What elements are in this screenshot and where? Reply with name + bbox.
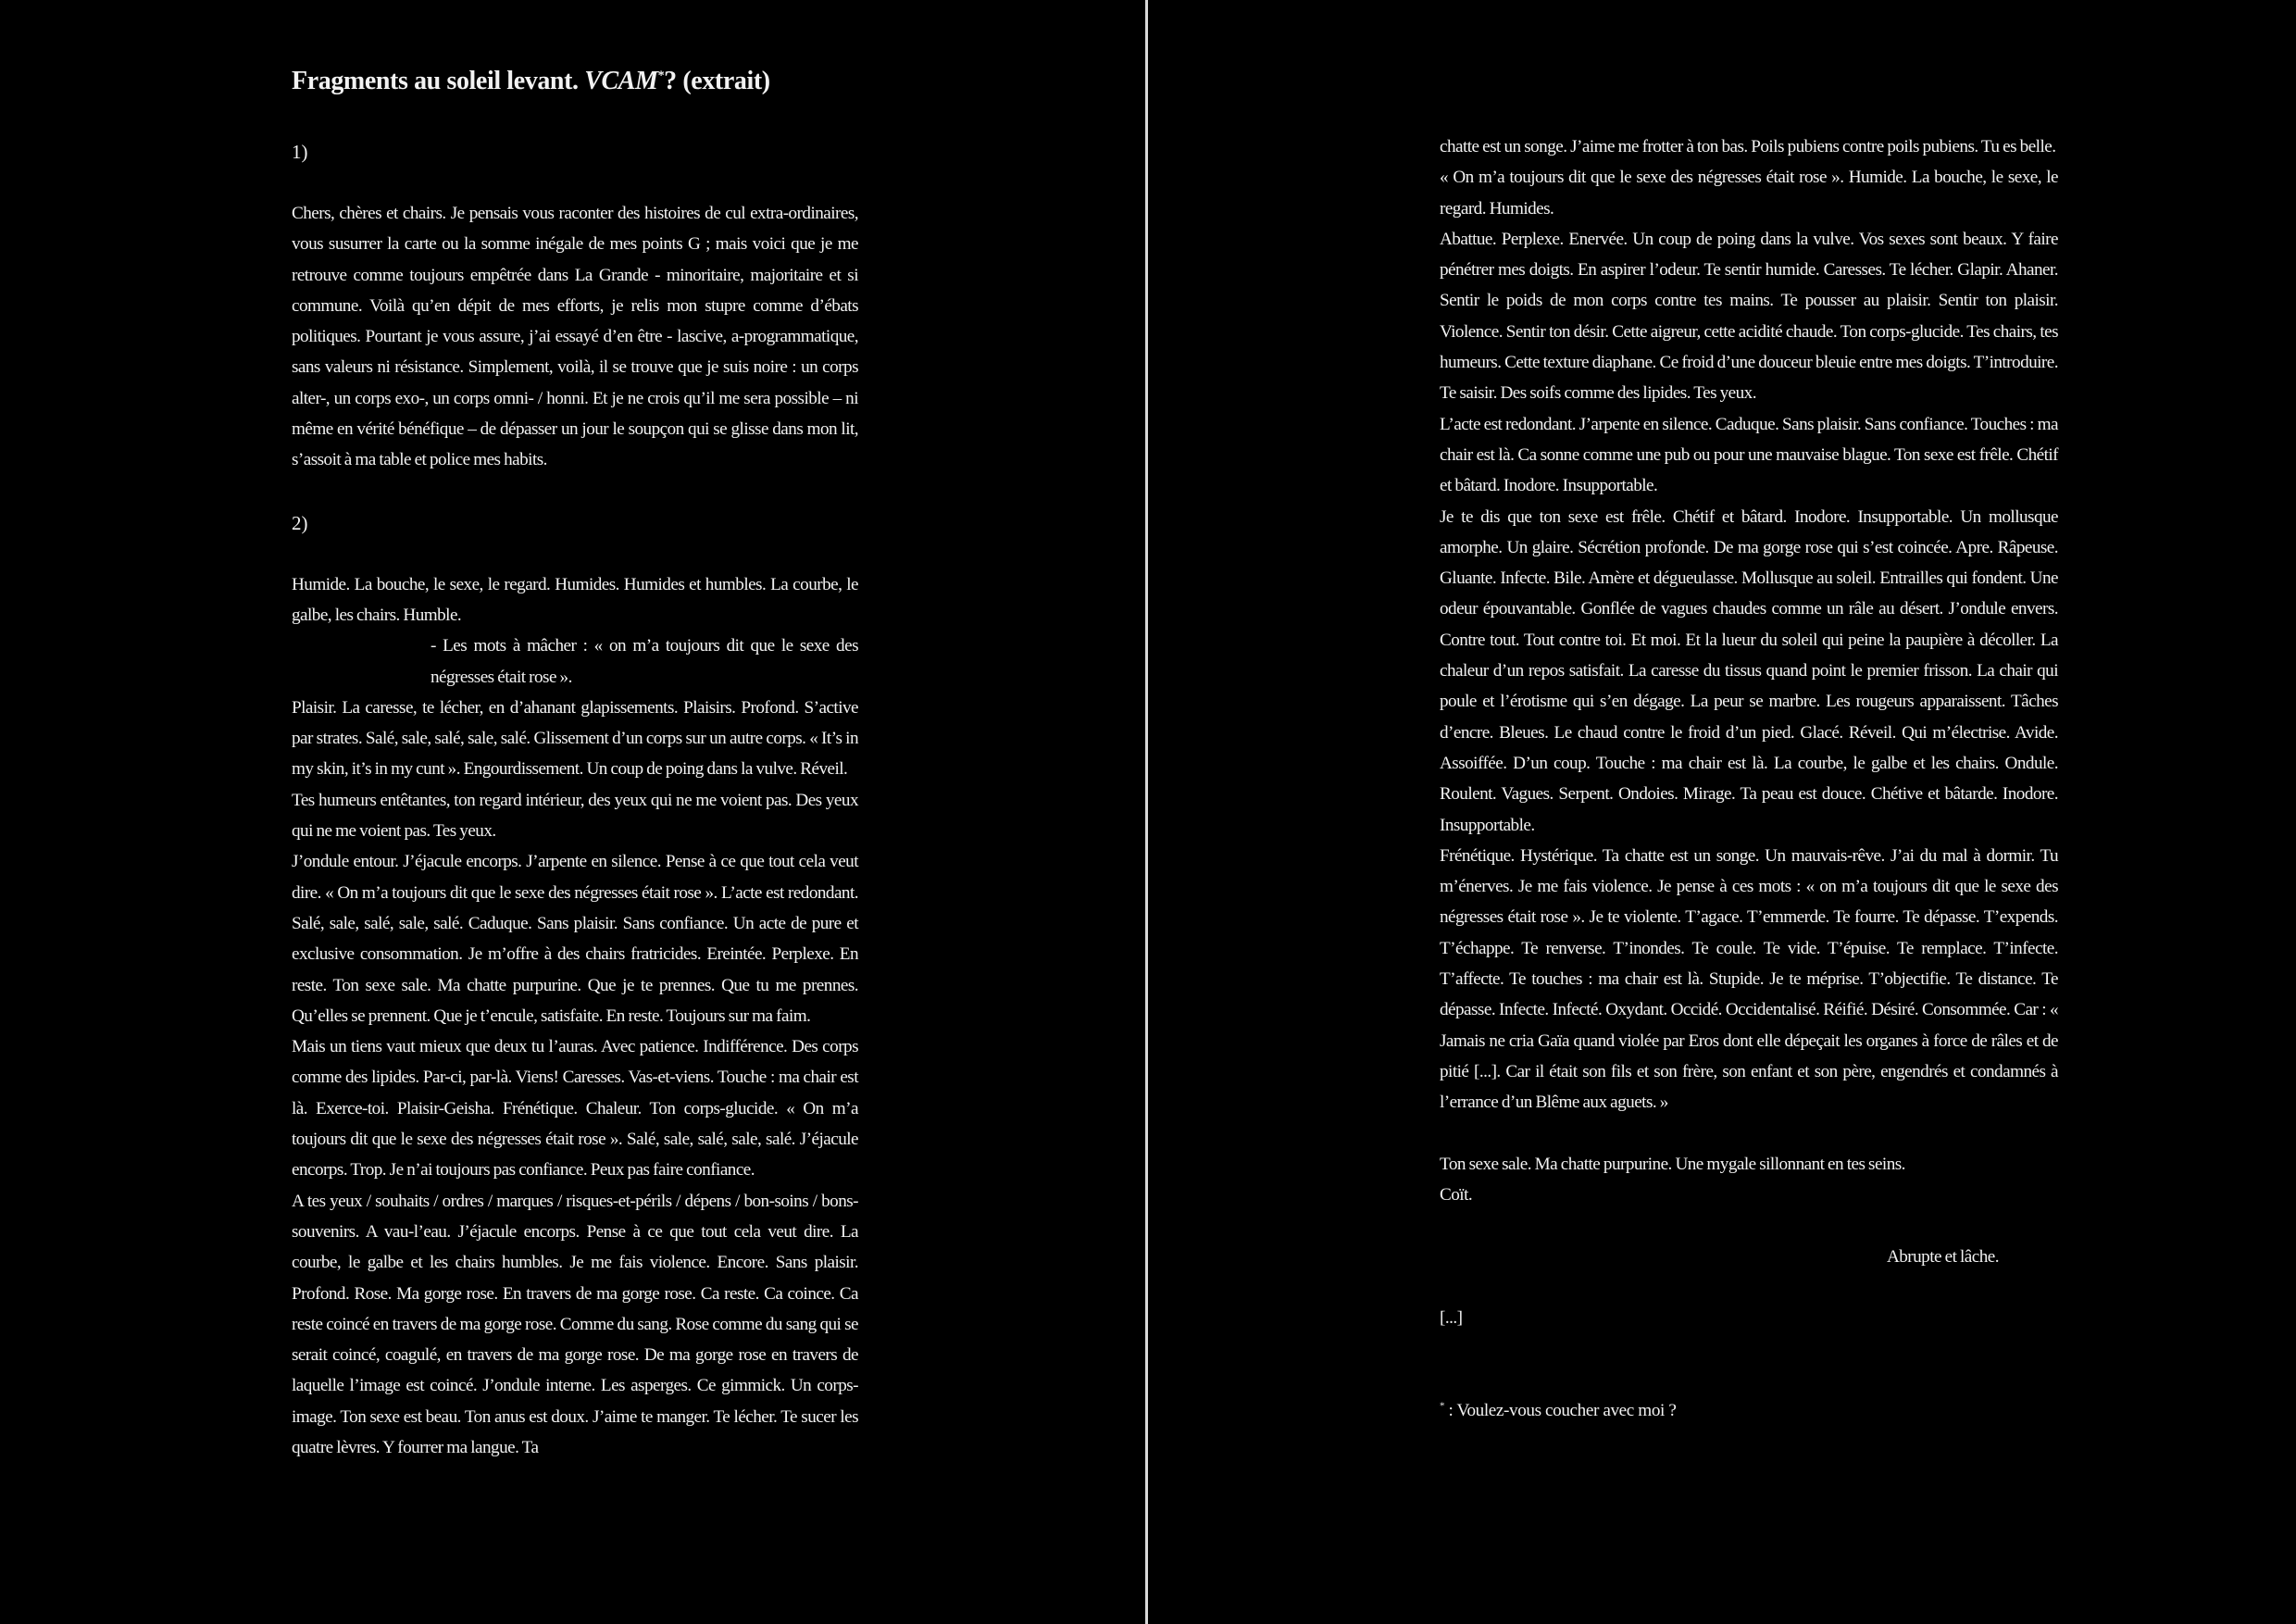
- signoff: Abrupte et lâche.: [1886, 1246, 1999, 1267]
- left-column: [292, 56, 858, 1463]
- paragraph: chatte est un songe. J’aime me frotter à ton bas. Poils pubiens contre poils pubiens. Tu es belle.: [1440, 137, 2056, 156]
- section-2-label: 2): [292, 511, 308, 534]
- paragraph: Plaisir. La caresse, te lécher, en d’ahanant glapissements. Plaisirs. Profond. S’active par strates. Salé, sale, salé, sale, salé. Glissement d’un corps sur un autre corps. « It’s in my skin, it’s in my cunt ». Engourdissement. Un coup de poing dans la vulve. Réveil.: [292, 697, 858, 780]
- footnote-text: : Voulez-vous coucher avec moi ?: [1444, 1400, 1677, 1420]
- footnote-mark: *: [1440, 1400, 1445, 1412]
- closing-line: Ton sexe sale. Ma chatte purpurine. Une mygale sillonnant en tes seins.: [1440, 1154, 1905, 1174]
- page-title: [292, 56, 858, 107]
- paragraph: Tes humeurs entêtantes, ton regard intérieur, des yeux qui ne me voient pas. Des yeux qui ne me voient pas. Tes yeux.: [292, 790, 858, 842]
- right-page: [1148, 0, 2296, 1624]
- title-suffix: ? (extrait): [664, 67, 770, 95]
- paragraph: Mais un tiens vaut mieux que deux tu l’auras. Avec patience. Indifférence. Des corps comme des lipides. Par-ci, par-là. Viens! Caresses. Vas-et-viens. Touche : ma chair est là. Exerce-toi. Plaisir-Geisha. Frénétique. Chaleur. Ton corps-glucide. « On m’a toujours dit que le sexe des négresses était rose ». Salé, sale, salé, sale, salé. J’éjacule encorps. Trop. Je n’ai toujours pas confiance. Peux pas faire confiance.: [292, 1037, 858, 1181]
- paragraph: J’ondule entour. J’éjacule encorps. J’arpente en silence. Pense à ce que tout cela veut dire. « On m’a toujours dit que le sexe des négresses était rose ». L’acte est redondant. Salé, sale, salé, sale, salé. Caduque. Sans plaisir. Sans confiance. Un acte de pure et exclusive consommation. Je m’offre à des chairs fratricides. Ereintée. Perplexe. En reste. Ton sexe sale. Ma chatte purpurine. Que je te prennes. Que tu me prennes. Qu’elles se prennent. Que je t’encule, satisfaite. En reste. Toujours sur ma faim.: [292, 852, 858, 1026]
- title-footnote-mark: *: [657, 69, 665, 83]
- paragraph: Humide. La bouche, le sexe, le regard. Humides. Humides et humbles. La courbe, le galbe, les chairs. Humble.: [292, 574, 858, 625]
- ellipsis: [...]: [1440, 1308, 1463, 1329]
- left-page: [0, 0, 1145, 1624]
- paragraph: Je te dis que ton sexe est frêle. Chétif et bâtard. Inodore. Insupportable. Un mollusque amorphe. Un glaire. Sécrétion profonde. De ma gorge rose qui s’est coincée. Apre. Râpeuse. Gluante. Infecte. Bile. Amère et dégueulasse. Mollusque au soleil. Entrailles qui fondent. Une odeur épouvantable. Gonflée de vagues chaudes comme un râle au désert. J’ondule envers. Contre tout. Tout contre toi. Et moi. Et la lueur du soleil qui peine la paupière à décoller. La chaleur d’un repos satisfait. La caresse du tissus quand point le premier frisson. La chair qui poule et l’érotisme qui s’en dégage. La peur se marbre. Les rougeurs apparaissent. Tâches d’encre. Bleues. Le chaud contre le froid d’un pied. Glacé. Réveil. Qui m’électrise. Avide. Assoiffée. D’un coup. Touche : ma chair est là. La courbe, le galbe et les chairs. Ondule. Roulent. Vagues. Serpent. Ondoies. Mirage. Ta peau est douce. Chétive et bâtarde. Inodore. Insupportable.: [1440, 506, 2058, 835]
- section-1-label: 1): [292, 141, 308, 163]
- closing-word: Coït.: [1440, 1185, 1473, 1206]
- title-main: Fragments au soleil levant.: [292, 67, 579, 95]
- title-italic: VCAM: [584, 67, 658, 95]
- footnote: [1440, 1395, 2058, 1426]
- paragraph: Frénétique. Hystérique. Ta chatte est un songe. Un mauvais-rêve. J’ai du mal à dormir. Tu m’énerves. Je me fais violence. Je pense à ces mots : « on m’a toujours dit que le sexe des négresses était rose ». Je te violente. T’agace. T’emmerde. Te fourre. Te dépasse. T’expends. T’échappe. Te renverse. T’inondes. Te coule. Te vide. T’épuise. Te remplace. T’infecte. T’affecte. Te touches : ma chair est là. Stupide. Je te méprise. T’objectifie. Te distance. Te dépasse. Infecte. Infecté. Oxydant. Occidé. Occidentalisé. Réifié. Désiré. Consommée. Car : « Jamais ne cria Gaïa quand violée par Eros dont elle dépeçait les organes à force de râles et de pitié [...]. Car il était son fils et son frère, son enfant et son père, engendrés et condamnés à l’errance d’un Blême aux aguets. »: [1440, 845, 2058, 1113]
- right-column: [1440, 131, 2058, 1426]
- paragraph: L’acte est redondant. J’arpente en silence. Caduque. Sans plaisir. Sans confiance. Touches : ma chair est là. Ca sonne comme une pub ou pour une mauvaise blague. Ton sexe est frêle. Chétif et bâtard. Inodore. Insupportable.: [1440, 414, 2058, 496]
- indented-paragraph: - Les mots à mâcher : « on m’a toujours dit que le sexe des négresses était rose ».: [430, 636, 858, 687]
- paragraph: Abattue. Perplexe. Enervée. Un coup de poing dans la vulve. Vos sexes sont beaux. Y faire pénétrer mes doigts. En aspirer l’odeur. Te sentir humide. Caresses. Te lécher. Glapir. Ahaner. Sentir le poids de mon corps contre tes mains. Te pousser au plaisir. Sentir ton plaisir. Violence. Sentir ton désir. Cette aigreur, cette acidité chaude. Ton corps-glucide. Tes chairs, tes humeurs. Cette texture diaphane. Ce froid d’une douceur bleuie entre mes doigts. T’introduire. Te saisir. Des soifs comme des lipides. Tes yeux.: [1440, 229, 2058, 404]
- paragraph: A tes yeux / souhaits / ordres / marques / risques-et-périls / dépens / bon-soins / bons-souvenirs. A vau-l’eau. J’éjacule encorps. Pense à ce que tout cela veut dire. La courbe, le galbe et les chairs humbles. Je me fais violence. Encore. Sans plaisir. Profond. Rose. Ma gorge rose. En travers de ma gorge rose. Ca reste. Ca coince. Ca reste coincé en travers de ma gorge rose. Comme du sang. Rose comme du sang qui se serait coincé, coagulé, en travers de ma gorge rose. De ma gorge rose en travers de laquelle l’image est coincé. J’ondule interne. Les asperges. Ce gimmick. Un corps-image. Ton sexe est beau. Ton anus est doux. J’aime te manger. Te lécher. Te sucer les quatre lèvres. Y fourrer ma langue. Ta: [292, 1191, 858, 1457]
- section-1-paragraph: Chers, chères et chairs. Je pensais vous raconter des histoires de cul extra-ordinaires, vous susurrer la carte ou la somme inégale de mes points G ; mais voici que je me retrouve comme toujours empêtrée dans La Grande - minoritaire, majoritaire et si commune. Voilà qu’en dépit de mes efforts, je relis mon stupre comme d’ébats politiques. Pourtant je vous assure, j’ai essayé d’en être - lascive, a-programmatique, sans valeurs ni résistance. Simplement, voilà, il se trouve que je suis noire : un corps alter-, un corps exo-, un corps omni- / honni. Et je ne crois qu’il me sera possible – ni même en vérité bénéfique – de dépasser un jour le soupçon qui se glisse dans mon lit, s’assoit à ma table et police mes habits.: [292, 204, 858, 470]
- paragraph: « On m’a toujours dit que le sexe des négresses était rose ». Humide. La bouche, le sexe, le regard. Humides.: [1440, 168, 2058, 219]
